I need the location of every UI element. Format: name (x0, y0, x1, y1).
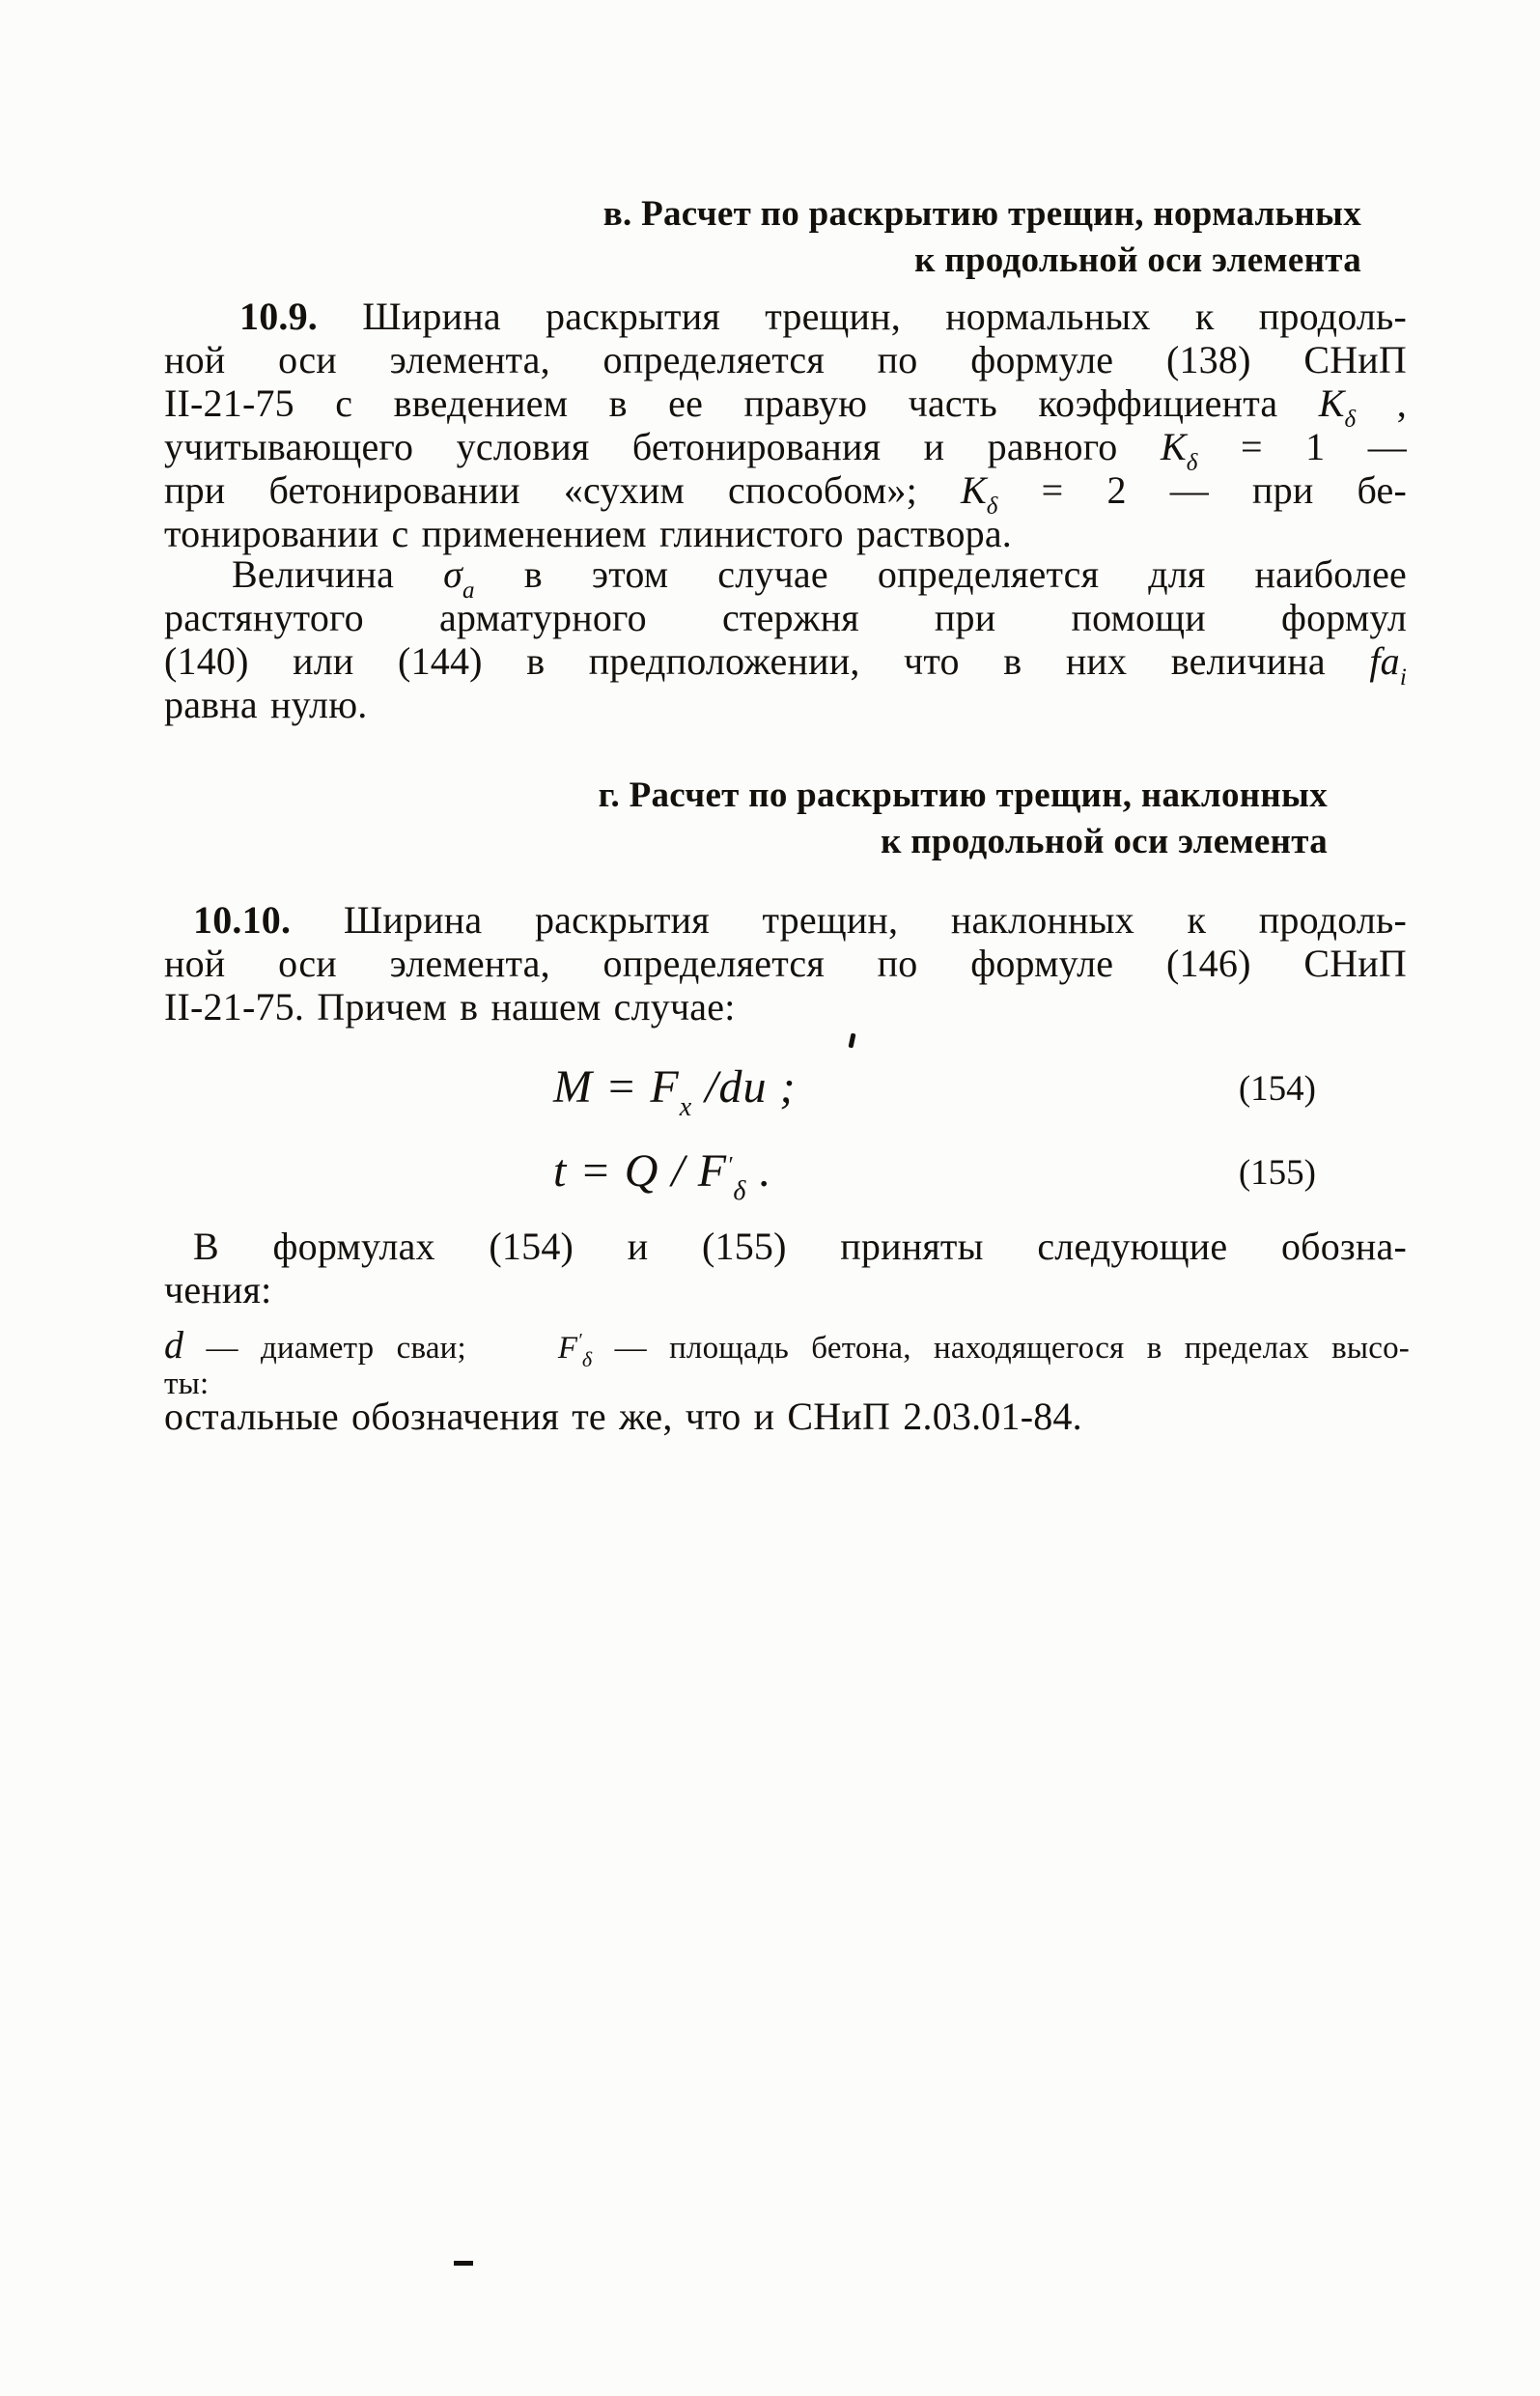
paragraph-sigma-line4: равна нулю. (164, 683, 368, 726)
page-bottom-dash (454, 2261, 473, 2266)
paragraph-note (164, 1225, 1407, 1311)
paragraph-10-9-line5: при бетонировании «сухим способом»; $К_\delta = 2$ — при бе- (164, 468, 1407, 520)
formula-154-number: (154) (1238, 1069, 1316, 1109)
paragraph-10-9 (164, 295, 1407, 555)
definitions-line1: d — диаметр сваи; $F'_\delta$ — площадь бетона, находящегося в пределах высо- (164, 1323, 1410, 1371)
clause-number-10-10: 10.10. (193, 898, 292, 942)
section-heading-v-line1: в. Расчет по раскрытию трещин, нормальных (602, 194, 1361, 234)
section-heading-g (164, 773, 1328, 865)
formula-154-subscript-x: x (679, 1092, 693, 1122)
f-concrete-prime: ′ (577, 1330, 582, 1351)
paragraph-other-notations-line1: остальные обозначения те же, что и СНиП 2.03.01-84. (164, 1395, 1082, 1438)
k-coefficient-subscript: δ (986, 493, 998, 520)
definitions-line2: ты: (164, 1367, 210, 1401)
formula-154 (553, 1060, 1316, 1122)
formula-154-equation: $M = F_x$ /du ; (553, 1061, 797, 1122)
fa-symbol: fa (1369, 639, 1400, 683)
paragraph-10-9-line6: тонировании с применением глинистого раствора. (164, 512, 1012, 555)
paragraph-10-10-line1: 10.10. Ширина раскрытия трещин, наклонных к продоль- (193, 898, 1407, 942)
section-heading-v (164, 191, 1361, 284)
paragraph-10-10 (164, 898, 1407, 1029)
k-coefficient-subscript: δ (1186, 450, 1198, 476)
paragraph-10-10-line2: ной оси элемента, определяется по формуле (146) СНиП (164, 942, 1407, 985)
paragraph-sigma-line2: растянутого арматурного стержня при помощи формул (164, 596, 1407, 639)
sigma-symbol: σ (443, 552, 463, 596)
formula-155 (553, 1144, 1316, 1206)
paragraph-10-10-line3: II-21-75. Причем в нашем случае: (164, 985, 736, 1029)
f-concrete-subscript: δ (581, 1347, 593, 1371)
k-coefficient-symbol: К (961, 468, 987, 512)
section-heading-v-line2: к продольной оси элемента (914, 240, 1361, 280)
paragraph-note-line2: чения: (164, 1268, 272, 1311)
formula-155-number: (155) (1238, 1153, 1316, 1193)
paragraph-10-9-line3: II-21-75 с введением в ее правую часть коэффициента $К_\delta$ , (164, 381, 1407, 433)
paragraph-10-9-line2: ной оси элемента, определяется по формуле (138) СНиП (164, 338, 1407, 381)
fa-subscript: i (1399, 664, 1407, 691)
formula-155-prime: ′ (727, 1153, 734, 1178)
paragraph-sigma (164, 552, 1407, 726)
d-symbol: d (164, 1323, 184, 1367)
paragraph-sigma-line3: (140) или (144) в предположении, что в них величина $fa_i$ (164, 639, 1407, 691)
section-heading-g-line1: г. Расчет по раскрытию трещин, наклонных (598, 775, 1328, 815)
definitions-block (164, 1323, 1410, 1402)
formula-155-equation: $t = Q / F'_\delta$ . (553, 1145, 772, 1206)
paragraph-note-line1: В формулах (154) и (155) приняты следующие обозна- (193, 1225, 1407, 1268)
k-coefficient-subscript: δ (1344, 407, 1357, 433)
scan-artifact-speck (848, 1033, 855, 1049)
section-heading-g-line2: к продольной оси элемента (881, 822, 1328, 861)
f-concrete-symbol: F (557, 1331, 578, 1366)
paragraph-10-9-line1: 10.9. Ширина раскрытия трещин, нормальных к продоль- (239, 295, 1407, 338)
sigma-subscript: a (462, 578, 475, 604)
paragraph-sigma-line1: Величина $\sigma_a$ в этом случае определяется для наиболее (232, 552, 1407, 604)
k-coefficient-symbol: К (1160, 425, 1187, 468)
k-coefficient-symbol: К (1318, 381, 1345, 425)
formula-155-subscript-delta: δ (733, 1176, 747, 1206)
clause-number-10-9: 10.9. (239, 295, 318, 338)
paragraph-other-notations (164, 1395, 1407, 1438)
paragraph-10-9-line4: учитывающего условия бетонирования и равного $К_\delta = 1$ — (164, 425, 1408, 476)
